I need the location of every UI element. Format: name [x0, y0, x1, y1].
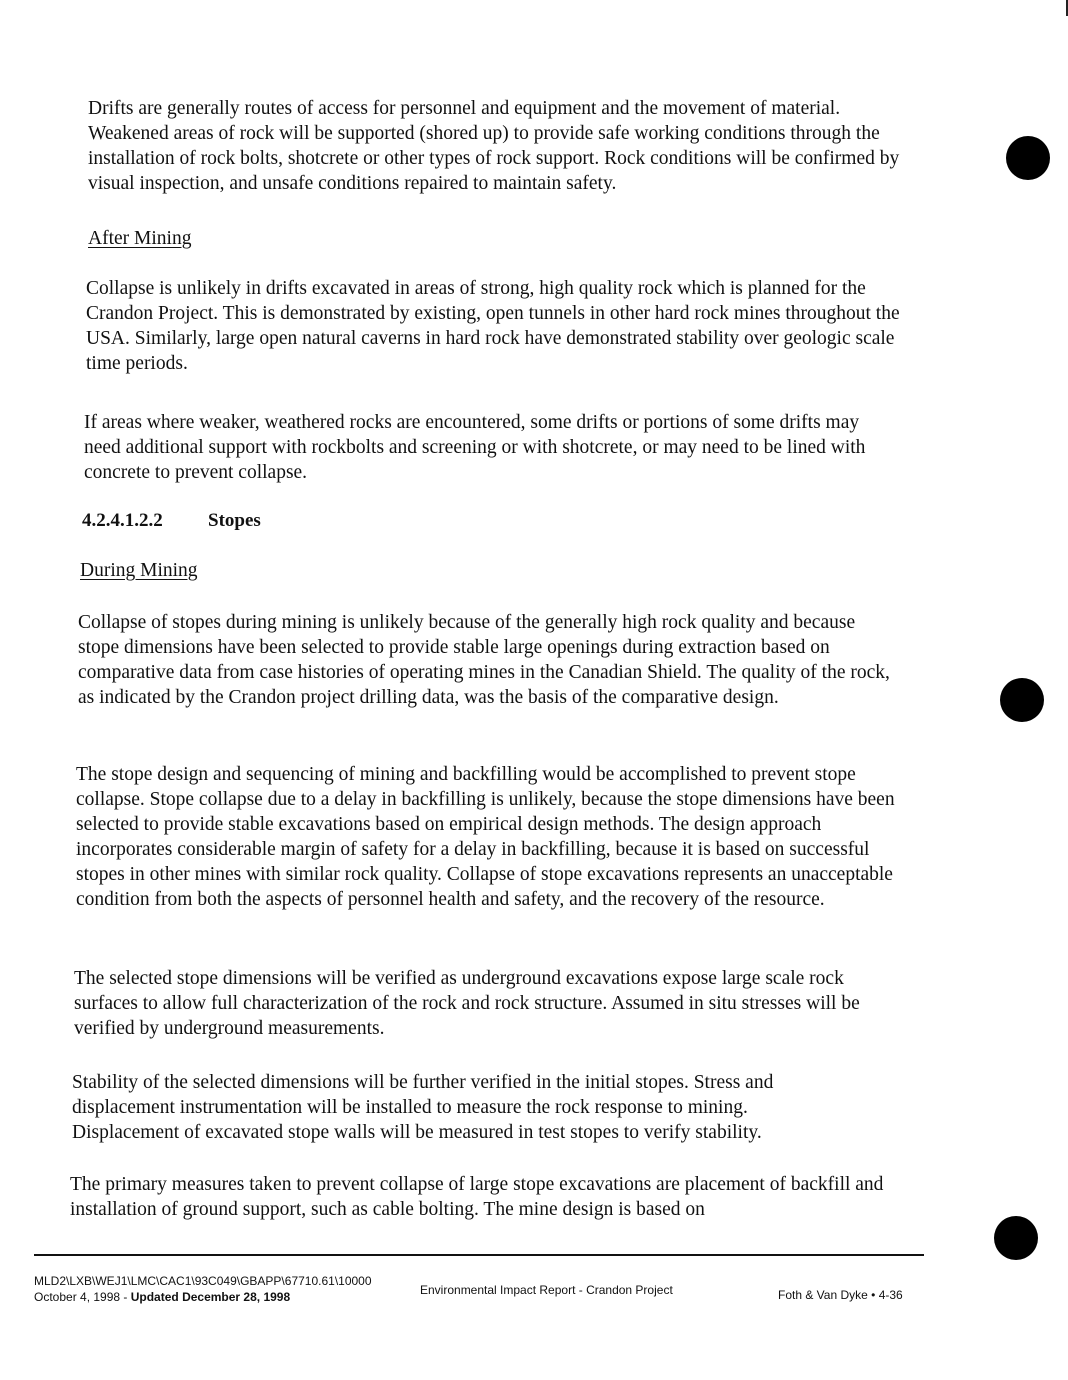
section-heading-stopes — [82, 508, 261, 533]
paragraph-collapse-unlikely: Collapse is unlikely in drifts excavated in areas of strong, high quality rock which is planned for the Crandon Project. This is demonstrated by existing, open tunnels in other hard rock mines throughout the USA. Similarly, large open natural caverns in hard rock have demonstrated stability over geologic scale time periods. — [86, 278, 900, 374]
paragraph-stability-verified: Stability of the selected dimensions will be further verified in the initial stopes. Stress and displacement instrumentation will be installed to measure the rock response to mining. Displacement of excavated stope walls will be measured in test stopes to verify stability. — [72, 1072, 774, 1143]
revision-dot-marker-2 — [1000, 678, 1044, 722]
revision-dot-marker-1 — [1006, 136, 1050, 180]
footer-company-page: Foth & Van Dyke • 4-36 — [778, 1288, 903, 1302]
footer-rule — [34, 1254, 924, 1256]
subheading-after-mining: After Mining — [88, 228, 192, 249]
footer-date — [34, 1290, 290, 1304]
footer-date-updated: Updated December 28, 1998 — [130, 1290, 291, 1304]
paragraph-drifts-access: Drifts are generally routes of access for personnel and equipment and the movement of material. Weakened areas of rock will be supported (shored up) to provide safe working conditions through the installation of rock bolts, shotcrete or other types of rock support. Rock conditions will be confirmed by visual inspection, and unsafe conditions repaired to maintain safety. — [88, 98, 900, 194]
footer-date-original: October 4, 1998 - — [34, 1290, 131, 1304]
footer-report-title: Environmental Impact Report - Crandon Project — [420, 1283, 673, 1297]
paragraph-weaker-rocks: If areas where weaker, weathered rocks are encountered, some drifts or portions of some drifts may need additional support with rockbolts and screening or with shotcrete, or may need to be lined with concrete to prevent collapse. — [84, 412, 866, 483]
footer-file-path: MLD2\LXB\WEJ1\LMC\CAC1\93C049\GBAPP\67710.61\10000 — [34, 1274, 372, 1288]
section-number: 4.2.4.1.2.2 — [82, 510, 163, 531]
revision-dot-marker-3 — [994, 1216, 1038, 1260]
subheading-during-mining: During Mining — [80, 560, 198, 581]
paragraph-stope-dimensions-verified: The selected stope dimensions will be verified as underground excavations expose large scale rock surfaces to allow full characterization of the rock and rock structure. Assumed in situ stresses will be verified by underground measurements. — [74, 968, 860, 1039]
paragraph-primary-measures: The primary measures taken to prevent collapse of large stope excavations are placement of backfill and installation of ground support, such as cable bolting. The mine design is based on — [70, 1174, 884, 1220]
section-title: Stopes — [208, 510, 261, 531]
paragraph-stope-design-sequencing: The stope design and sequencing of mining and backfilling would be accomplished to prevent stope collapse. Stope collapse due to a delay in backfilling is unlikely, because the stope dimensions have been selected to provide stable excavations based on empirical design methods. The design approach incorporates considerable margin of safety for a delay in backfilling, because it is based on successful stopes in other mines with similar rock quality. Collapse of stope excavations represents an unacceptable condition from both the aspects of personnel health and safety, and the recovery of the resource. — [76, 764, 895, 910]
paragraph-stope-collapse-unlikely: Collapse of stopes during mining is unlikely because of the generally high rock quality and because stope dimensions have been selected to provide stable large openings during extraction based on comparative data from case histories of operating mines in the Canadian Shield. The quality of the rock, as indicated by the Crandon project drilling data, was the basis of the comparative design. — [78, 612, 890, 708]
